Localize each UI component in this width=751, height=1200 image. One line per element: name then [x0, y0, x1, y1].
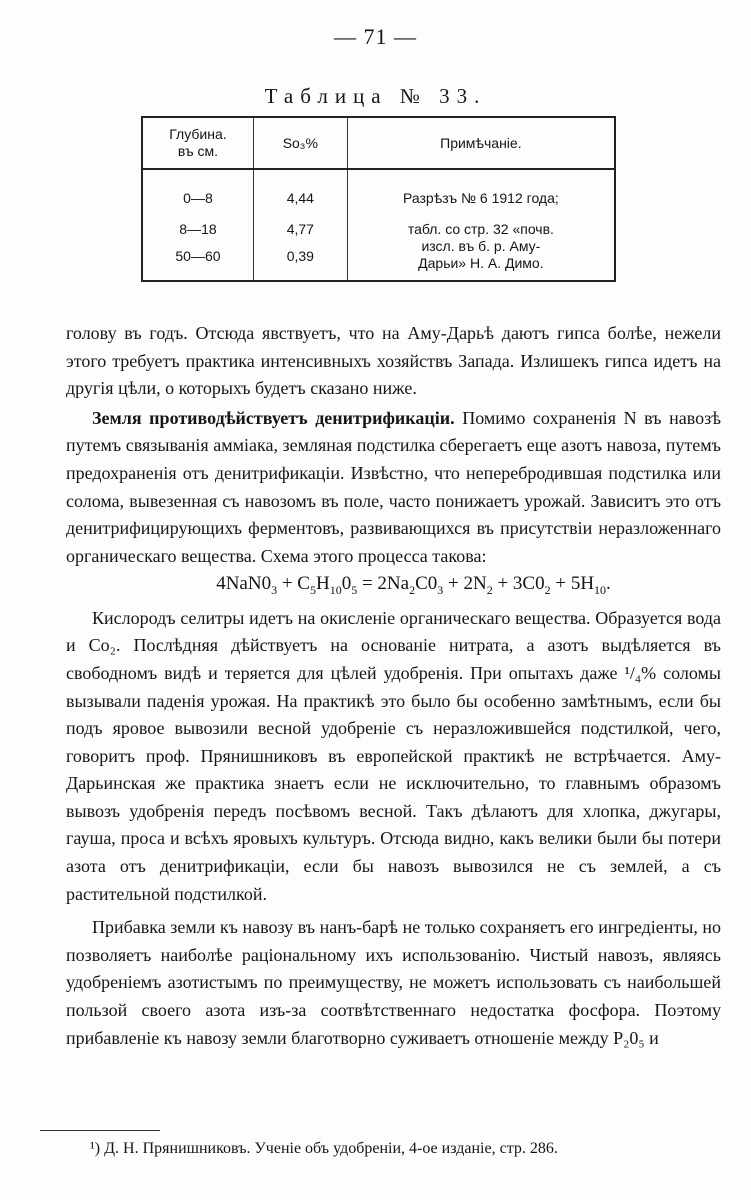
- page-number: — 71 —: [334, 24, 417, 49]
- data-table: [141, 116, 616, 282]
- footnote: ¹) Д. Н. Прянишниковъ. Ученіе объ удобреніи, 4-ое изданіе, стр. 286.: [90, 1140, 558, 1157]
- cell-depth: 8—18: [142, 207, 253, 238]
- table-header-row: [142, 117, 615, 169]
- body-text: [66, 320, 721, 1052]
- header-so3: So₃%: [253, 117, 347, 169]
- header-depth: Глубина. въ см.: [142, 117, 253, 169]
- section-heading: Земля противодѣйствуетъ денитрификаціи.: [92, 407, 455, 428]
- table-row: [142, 169, 615, 207]
- paragraph: Кислородъ селитры идетъ на окисленіе органическаго вещества. Образуется вода и Co₂. Послѣдняя дѣйствуетъ на основаніе нитрата, а азотъ выдѣляется въ свободномъ видѣ и теряется для цѣлей удобренія. При опытахъ даже ¹/₄% соломы вызывали паденія урожая. На практикѣ это было бы особенно замѣтнымъ, если бы подъ яровое вывозили весной удобреніе съ неразложившейся подстилкой, чего, говоритъ проф. Прянишниковъ въ европейской практикѣ не встрѣчается. Аму-Дарьинская же практика знаетъ если не исключительно, то главнымъ образомъ вывозъ удобренія передъ посѣвомъ весной. Такъ дѣлаютъ для хлопка, джугары, гауша, проса и всѣхъ яровыхъ культуръ. Отсюда видно, какъ велики были бы потери азота отъ денитрификаціи, если бы навозъ вывозился не съ землей, а съ растительной подстилкой.: [66, 607, 721, 904]
- paragraph: [66, 405, 721, 571]
- paragraph: голову въ годъ. Отсюда явствуетъ, что на Аму-Дарьѣ даютъ гипса болѣе, нежели этого требуетъ практика интенсивныхъ хозяйствъ Запада. Излишекъ гипса идетъ на другія цѣли, о которыхъ будетъ сказано ниже.: [66, 323, 721, 399]
- cell-so3: 4,77: [253, 207, 347, 238]
- cell-depth: 50—60: [142, 238, 253, 281]
- cell-note: табл. со стр. 32 «почв. изсл. въ б. р. Аму- Дарьи» Н. А. Димо.: [347, 207, 615, 281]
- cell-so3: 0,39: [253, 238, 347, 281]
- header-note: Примѣчаніе.: [347, 117, 615, 169]
- table-title: Таблица № 33.: [264, 84, 487, 108]
- table-row: [142, 207, 615, 238]
- paragraph-text: Помимо сохраненія N въ навозѣ путемъ связыванія амміака, земляная подстилка сберегаетъ еще азотъ навоза, путемъ предохраненія отъ денитрификаціи. Извѣстно, что неперебродившая подстилка или солома, вывезенная съ навозомъ въ поле, часто понижаетъ урожай. Зависитъ это отъ денитрифицирующихъ ферментовъ, развивающихся въ присутствіи неразложеннаго органическаго вещества. Схема этого процесса такова:: [66, 407, 721, 566]
- footnote-rule: [40, 1130, 160, 1131]
- cell-so3: 4,44: [253, 169, 347, 207]
- cell-depth: 0—8: [142, 169, 253, 207]
- paragraph: Прибавка земли къ навозу въ нанъ-барѣ не только сохраняетъ его ингредіенты, но позволяетъ наиболѣе раціональному ихъ использованію. Чистый навозъ, являясь удобреніемъ азотистымъ по преимуществу, не можетъ использовать съ наибольшей пользой своего азота изъ-за соотвѣтственнаго недостатка фосфора. Поэтому прибавленіе къ навозу земли благотворно суживаетъ отношеніе между P₂0₅ и: [66, 917, 721, 1048]
- chemical-formula: $4NaN0_3 + C_5H_{10}0_5 = 2Na_2C0_3 + 2N_2 + 3C0_2 + 5H_{10}$.: [216, 573, 611, 598]
- cell-note: Разрѣзъ № 6 1912 года;: [347, 169, 615, 207]
